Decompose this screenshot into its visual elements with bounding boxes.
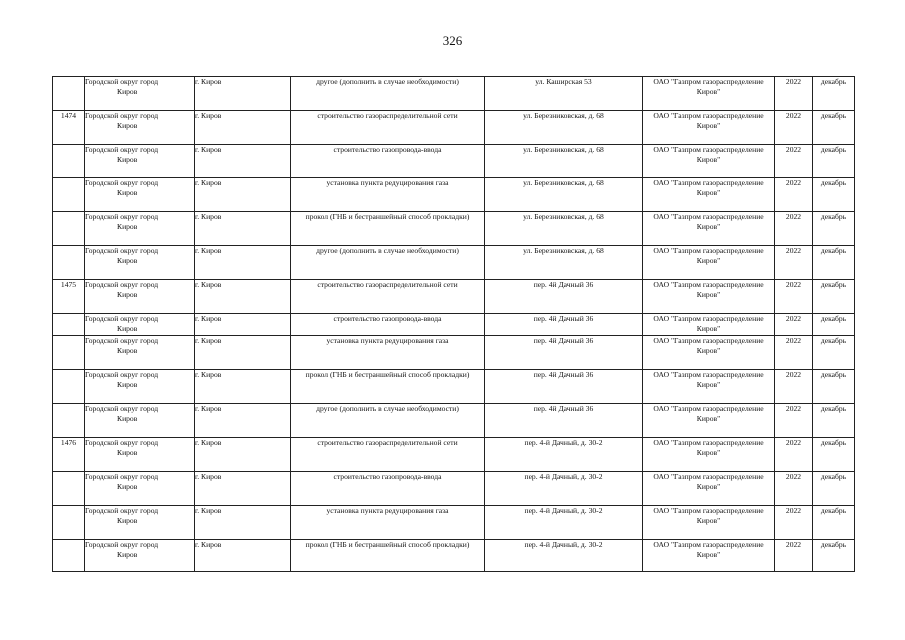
municipality-line-2: Киров [117, 256, 138, 265]
locality-cell: г. Киров [195, 246, 291, 280]
organization-line-2: Киров" [696, 290, 721, 299]
municipality-cell [85, 438, 195, 472]
year-cell: 2022 [775, 178, 813, 212]
municipality-line-2: Киров [117, 380, 138, 389]
organization-line-2: Киров" [696, 188, 721, 197]
month-cell: декабрь [813, 145, 855, 178]
month-cell: декабрь [813, 178, 855, 212]
table-row [53, 370, 855, 404]
table-row [53, 212, 855, 246]
locality-cell: г. Киров [195, 370, 291, 404]
municipality-line-1: Городской округ город [85, 280, 159, 289]
address-cell: ул. Березниковская, д. 68 [485, 178, 643, 212]
municipality-line-2: Киров [117, 414, 138, 423]
year-cell: 2022 [775, 404, 813, 438]
municipality-line-1: Городской округ город [85, 506, 159, 515]
year-cell: 2022 [775, 438, 813, 472]
organization-line-2: Киров" [696, 222, 721, 231]
organization-cell [643, 246, 775, 280]
municipality-line-2: Киров [117, 550, 138, 559]
work-type-cell: другое (дополнить в случае необходимости) [291, 246, 485, 280]
organization-line-1: ОАО "Газпром газораспределение [653, 438, 764, 447]
organization-line-1: ОАО "Газпром газораспределение [653, 178, 764, 187]
table-row [53, 472, 855, 506]
month-cell: декабрь [813, 77, 855, 111]
row-number-cell [53, 472, 85, 506]
locality-cell: г. Киров [195, 472, 291, 506]
organization-line-2: Киров" [696, 516, 721, 525]
municipality-line-1: Городской округ город [85, 336, 159, 345]
organization-cell [643, 280, 775, 314]
work-type-cell: строительство газопровода-ввода [291, 145, 485, 178]
table-row [53, 280, 855, 314]
address-cell: пер. 4й Дачный 36 [485, 336, 643, 370]
year-cell: 2022 [775, 370, 813, 404]
address-cell: пер. 4-й Дачный, д. 30-2 [485, 438, 643, 472]
organization-line-2: Киров" [696, 380, 721, 389]
municipality-cell [85, 77, 195, 111]
organization-line-2: Киров" [696, 155, 721, 164]
address-cell: пер. 4-й Дачный, д. 30-2 [485, 472, 643, 506]
municipality-line-1: Городской округ город [85, 178, 159, 187]
organization-cell [643, 77, 775, 111]
municipality-cell [85, 472, 195, 506]
organization-cell [643, 404, 775, 438]
organization-line-2: Киров" [696, 324, 721, 333]
work-type-cell: прокол (ГНБ и бестраншейный способ прокладки) [291, 212, 485, 246]
row-number-cell: 1475 [53, 280, 85, 314]
municipality-cell [85, 314, 195, 336]
locality-cell: г. Киров [195, 404, 291, 438]
municipality-line-2: Киров [117, 155, 138, 164]
row-number-cell [53, 212, 85, 246]
work-type-cell: строительство газопровода-ввода [291, 314, 485, 336]
organization-line-2: Киров" [696, 121, 721, 130]
year-cell: 2022 [775, 540, 813, 572]
gasification-registry-table [52, 76, 855, 572]
organization-line-1: ОАО "Газпром газораспределение [653, 472, 764, 481]
address-cell: ул. Березниковская, д. 68 [485, 145, 643, 178]
organization-line-1: ОАО "Газпром газораспределение [653, 336, 764, 345]
month-cell: декабрь [813, 370, 855, 404]
row-number-cell [53, 370, 85, 404]
work-type-cell: строительство газопровода-ввода [291, 472, 485, 506]
organization-line-1: ОАО "Газпром газораспределение [653, 145, 764, 154]
year-cell: 2022 [775, 506, 813, 540]
year-cell: 2022 [775, 246, 813, 280]
row-number-cell [53, 314, 85, 336]
municipality-line-1: Городской округ город [85, 111, 159, 120]
locality-cell: г. Киров [195, 212, 291, 246]
municipality-line-1: Городской округ город [85, 314, 159, 323]
address-cell: пер. 4-й Дачный, д. 30-2 [485, 506, 643, 540]
organization-line-2: Киров" [696, 346, 721, 355]
municipality-cell [85, 370, 195, 404]
municipality-cell [85, 540, 195, 572]
municipality-cell [85, 246, 195, 280]
table-row [53, 178, 855, 212]
organization-cell [643, 472, 775, 506]
month-cell: декабрь [813, 246, 855, 280]
organization-cell [643, 145, 775, 178]
organization-line-1: ОАО "Газпром газораспределение [653, 246, 764, 255]
municipality-line-2: Киров [117, 290, 138, 299]
municipality-line-1: Городской округ город [85, 77, 159, 86]
organization-line-1: ОАО "Газпром газораспределение [653, 540, 764, 549]
municipality-line-2: Киров [117, 346, 138, 355]
locality-cell: г. Киров [195, 314, 291, 336]
municipality-line-1: Городской округ город [85, 212, 159, 221]
work-type-cell: установка пункта редуцирования газа [291, 506, 485, 540]
table-row [53, 145, 855, 178]
municipality-line-2: Киров [117, 482, 138, 491]
municipality-cell [85, 178, 195, 212]
organization-cell [643, 506, 775, 540]
address-cell: пер. 4-й Дачный, д. 30-2 [485, 540, 643, 572]
municipality-line-1: Городской округ город [85, 540, 159, 549]
month-cell: декабрь [813, 111, 855, 145]
month-cell: декабрь [813, 506, 855, 540]
municipality-line-1: Городской округ город [85, 404, 159, 413]
municipality-line-2: Киров [117, 516, 138, 525]
locality-cell: г. Киров [195, 506, 291, 540]
locality-cell: г. Киров [195, 178, 291, 212]
month-cell: декабрь [813, 540, 855, 572]
year-cell: 2022 [775, 77, 813, 111]
row-number-cell [53, 540, 85, 572]
organization-cell [643, 178, 775, 212]
municipality-line-1: Городской округ город [85, 145, 159, 154]
organization-cell [643, 438, 775, 472]
table-row [53, 438, 855, 472]
registry-body [53, 77, 855, 572]
address-cell: ул. Березниковская, д. 68 [485, 212, 643, 246]
row-number-cell [53, 145, 85, 178]
row-number-cell: 1474 [53, 111, 85, 145]
municipality-cell [85, 212, 195, 246]
row-number-cell [53, 404, 85, 438]
organization-line-2: Киров" [696, 87, 721, 96]
municipality-cell [85, 111, 195, 145]
organization-line-1: ОАО "Газпром газораспределение [653, 404, 764, 413]
locality-cell: г. Киров [195, 280, 291, 314]
work-type-cell: другое (дополнить в случае необходимости) [291, 77, 485, 111]
table-row [53, 506, 855, 540]
row-number-cell: 1476 [53, 438, 85, 472]
organization-line-1: ОАО "Газпром газораспределение [653, 370, 764, 379]
municipality-cell [85, 336, 195, 370]
table-row [53, 246, 855, 280]
table-row [53, 540, 855, 572]
municipality-line-1: Городской округ город [85, 472, 159, 481]
organization-cell [643, 212, 775, 246]
year-cell: 2022 [775, 145, 813, 178]
organization-cell [643, 540, 775, 572]
locality-cell: г. Киров [195, 540, 291, 572]
organization-line-2: Киров" [696, 550, 721, 559]
municipality-line-2: Киров [117, 188, 138, 197]
organization-line-1: ОАО "Газпром газораспределение [653, 280, 764, 289]
address-cell: ул. Каширская 53 [485, 77, 643, 111]
municipality-line-2: Киров [117, 222, 138, 231]
month-cell: декабрь [813, 438, 855, 472]
work-type-cell: другое (дополнить в случае необходимости) [291, 404, 485, 438]
address-cell: ул. Березниковская, д. 68 [485, 246, 643, 280]
municipality-cell [85, 280, 195, 314]
municipality-cell [85, 506, 195, 540]
table-row [53, 404, 855, 438]
locality-cell: г. Киров [195, 145, 291, 178]
municipality-cell [85, 145, 195, 178]
organization-cell [643, 336, 775, 370]
municipality-line-1: Городской округ город [85, 438, 159, 447]
year-cell: 2022 [775, 314, 813, 336]
address-cell: пер. 4й Дачный 36 [485, 314, 643, 336]
month-cell: декабрь [813, 280, 855, 314]
locality-cell: г. Киров [195, 336, 291, 370]
locality-cell: г. Киров [195, 438, 291, 472]
table-row [53, 336, 855, 370]
row-number-cell [53, 506, 85, 540]
year-cell: 2022 [775, 336, 813, 370]
work-type-cell: прокол (ГНБ и бестраншейный способ прокладки) [291, 540, 485, 572]
row-number-cell [53, 77, 85, 111]
organization-cell [643, 314, 775, 336]
locality-cell: г. Киров [195, 77, 291, 111]
month-cell: декабрь [813, 336, 855, 370]
organization-line-1: ОАО "Газпром газораспределение [653, 212, 764, 221]
row-number-cell [53, 336, 85, 370]
organization-line-1: ОАО "Газпром газораспределение [653, 77, 764, 86]
organization-line-2: Киров" [696, 414, 721, 423]
row-number-cell [53, 178, 85, 212]
month-cell: декабрь [813, 472, 855, 506]
organization-line-1: ОАО "Газпром газораспределение [653, 111, 764, 120]
month-cell: декабрь [813, 404, 855, 438]
address-cell: ул. Березниковская, д. 68 [485, 111, 643, 145]
month-cell: декабрь [813, 212, 855, 246]
table-row [53, 314, 855, 336]
address-cell: пер. 4й Дачный 36 [485, 404, 643, 438]
municipality-line-1: Городской округ город [85, 370, 159, 379]
year-cell: 2022 [775, 212, 813, 246]
organization-line-2: Киров" [696, 256, 721, 265]
municipality-cell [85, 404, 195, 438]
municipality-line-2: Киров [117, 448, 138, 457]
organization-line-2: Киров" [696, 482, 721, 491]
address-cell: пер. 4й Дачный 36 [485, 370, 643, 404]
work-type-cell: прокол (ГНБ и бестраншейный способ прокладки) [291, 370, 485, 404]
year-cell: 2022 [775, 111, 813, 145]
work-type-cell: установка пункта редуцирования газа [291, 336, 485, 370]
organization-cell [643, 370, 775, 404]
work-type-cell: строительство газораспределительной сети [291, 111, 485, 145]
organization-line-1: ОАО "Газпром газораспределение [653, 506, 764, 515]
work-type-cell: установка пункта редуцирования газа [291, 178, 485, 212]
table-row [53, 111, 855, 145]
organization-cell [643, 111, 775, 145]
work-type-cell: строительство газораспределительной сети [291, 280, 485, 314]
year-cell: 2022 [775, 472, 813, 506]
organization-line-2: Киров" [696, 448, 721, 457]
municipality-line-1: Городской округ город [85, 246, 159, 255]
month-cell: декабрь [813, 314, 855, 336]
row-number-cell [53, 246, 85, 280]
work-type-cell: строительство газораспределительной сети [291, 438, 485, 472]
organization-line-1: ОАО "Газпром газораспределение [653, 314, 764, 323]
page-number: 326 [442, 33, 463, 48]
locality-cell: г. Киров [195, 111, 291, 145]
address-cell: пер. 4й Дачный 36 [485, 280, 643, 314]
municipality-line-2: Киров [117, 121, 138, 130]
municipality-line-2: Киров [117, 87, 138, 96]
municipality-line-2: Киров [117, 324, 138, 333]
year-cell: 2022 [775, 280, 813, 314]
table-row [53, 77, 855, 111]
